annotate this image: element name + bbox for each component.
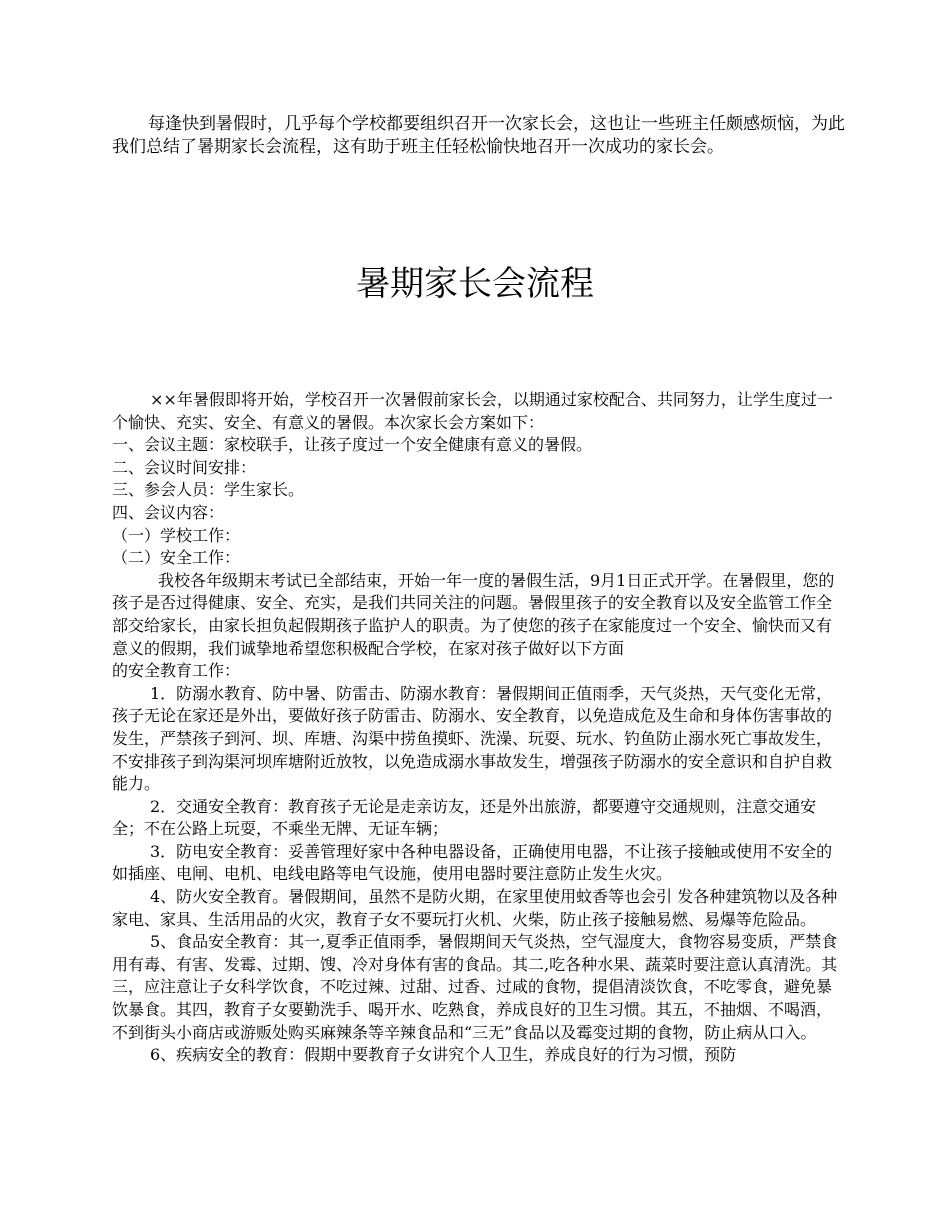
opening-paragraph: ××年暑假即将开始，学校召开一次暑假前家长会，以期通过家校配合、共同努力，让学生度过一个愉快、充实、安全、有意义的暑假。本次家长会方案如下：: [112, 390, 833, 432]
outline-item-theme: 一、会议主题：家校联手，让孩子度过一个安全健康有意义的暑假。: [112, 435, 593, 455]
intro-paragraph: 每逢快到暑假时，几乎每个学校都要组织召开一次家长会，这也让一些班主任颇感烦恼，为此我们总结了暑期家长会流程，这有助于班主任轻松愉快地召开一次成功的家长会。: [112, 114, 845, 157]
safety-intro-tail: 的安全教育工作：: [112, 661, 241, 681]
point-traffic: 2．交通安全教育：教育孩子无论是走亲访友，还是外出旅游，都要遵守交通规则，注意交通安全；不在公路上玩耍，不乘坐无牌、无证车辆；: [112, 796, 817, 839]
point-food: 5、食品安全教育：其一,夏季正值雨季，暑假期间天气炎热，空气湿度大，食物容易变质，严禁食用有毒、有害、发霉、过期、馊、冷对身体有害的食品。其二,吃各种水果、蔬菜时要注意认真清洗。其三，应注意让子女科学饮食，不吃过辣、过甜、过香、过咸的食物，提倡清淡饮食，不吃零食，避免暴饮暴食。其四，教育子女要勤洗手、喝开水、吃熟食，养成良好的卫生习惯。其五，不抽烟、不喝酒，不到街头小商店或游贩处购买麻辣条等辛辣食品和“三无”食品以及霉变过期的食物，防止病从口入。: [112, 932, 838, 1042]
point-drowning: 1．防溺水教育、防中暑、防雷击、防溺水教育：暑假期间正值雨季，天气炎热，天气变化无常，孩子无论在家还是外出，要做好孩子防雷击、防溺水、安全教育，以免造成危及生命和身体伤害事故的发生，严禁孩子到河、坝、库塘、沟渠中捞鱼摸虾、洗澡、玩耍、玩水、钓鱼防止溺水死亡事故发生，不安排孩子到沟渠河坝库塘附近放牧，以免造成溺水事故发生，增强孩子防溺水的安全意识和自护自救能力。: [112, 683, 833, 794]
outline-item-schedule: 二、会议时间安排：: [112, 457, 257, 477]
safety-intro-paragraph: 我校各年级期末考试已全部结束，开始一年一度的暑假生活，9月1日正式开学。在暑假里，您的孩子是否过得健康、安全、充实，是我们共同关注的问题。暑假里孩子的安全教育以及安全监管工作全部交给家长，由家长担负起假期孩子监护人的职责。为了使您的孩子在家能度过一个安全、愉快而又有意义的假期，我们诚挚地希望您积极配合学校，在家对孩子做好以下方面: [112, 570, 835, 658]
page-title: 暑期家长会流程: [356, 264, 594, 304]
point-electricity: 3．防电安全教育：妥善管理好家中各种电器设备，正确使用电器，不让孩子接触或使用不安全的如插座、电闸、电机、电线电路等电气设施，使用电器时要注意防止发生火灾。: [112, 841, 833, 884]
outline-item-attendees: 三、参会人员：学生家长。: [112, 480, 305, 500]
outline-sub-school-work: （一）学校工作：: [112, 525, 241, 545]
outline-sub-safety-work: （二）安全工作：: [112, 548, 241, 568]
document-body: [112, 389, 844, 1067]
point-disease: 6、疾病安全的教育：假期中要教育子女讲究个人卫生，养成良好的行为习惯，预防: [150, 1045, 737, 1065]
point-fire: 4、防火安全教育。暑假期间，虽然不是防火期，在家里使用蚊香等也会引 发各种建筑物以及各种家电、家具、生活用品的火灾，教育子女不要玩打火机、火柴，防止孩子接触易燃、易爆等危险品。: [112, 887, 838, 929]
outline-item-content: 四、会议内容：: [112, 502, 225, 522]
